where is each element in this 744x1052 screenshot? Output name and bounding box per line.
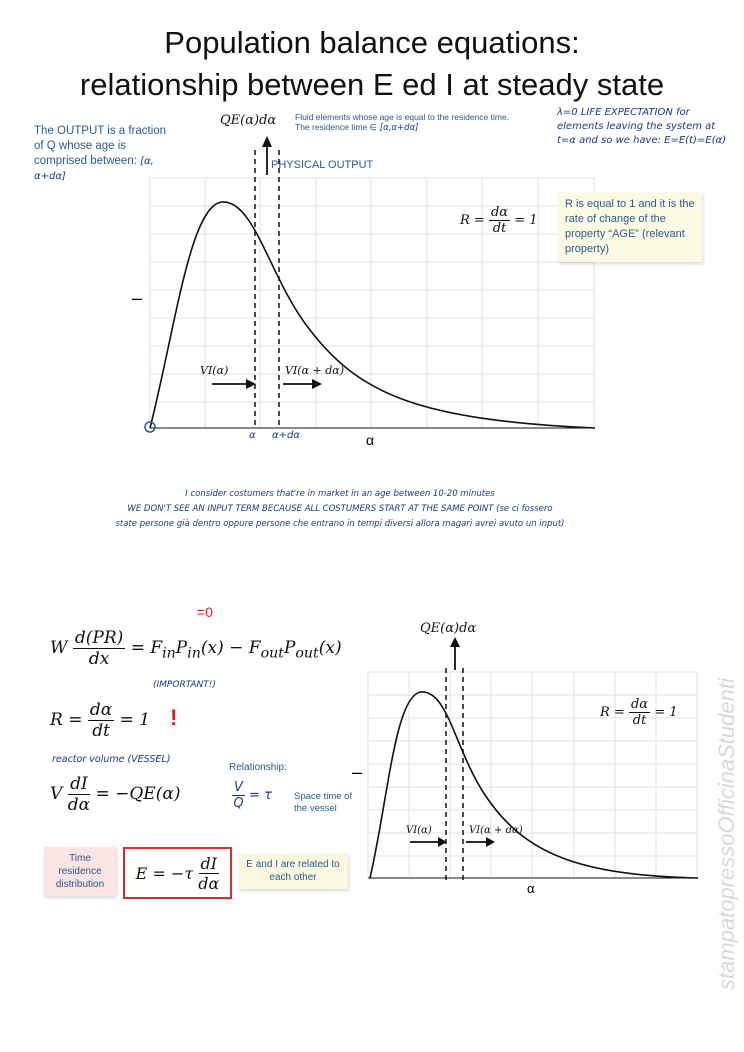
bottom-y-label: QE(α)dα: [420, 621, 477, 636]
top-y-label: QE(α)dα: [220, 113, 277, 128]
r-equation: R = $\frac{d\alpha}{dt}$ = 1: [50, 700, 151, 741]
handwritten-notes: [60, 487, 620, 532]
vi-right-arrow-head: [312, 379, 322, 389]
top-y-dash: –: [132, 288, 143, 308]
top-vi-left: VI(α): [200, 364, 229, 377]
handwritten-line-3: state persone già dentro oppure persone che entrano in tempi diversi allora magari avrei avuto un input): [115, 519, 565, 529]
bottom-vi-right: VI(α + dα): [469, 825, 523, 836]
vessel-note: reactor volume (VESSEL): [52, 754, 171, 765]
r-note: R is equal to 1 and it is the rate of change of the property “AGE” (relevant property): [558, 192, 702, 262]
handwritten-line-2: WE DON'T SEE AN INPUT TERM BECAUSE ALL COSTUMERS START AT THE SAME POINT (se ci fossero: [127, 504, 553, 514]
output-arrow-head: [262, 136, 272, 147]
bottom-vi-left: VI(α): [406, 825, 432, 836]
vi-left-arrow-head-bottom: [438, 837, 447, 847]
balance-equation: W $\frac{d(PR)}{dx}$ = $F_{in}P_{in}(x) - F_{out}P_{out}(x)$: [50, 628, 342, 669]
related-note: E and I are related to each other: [238, 853, 348, 889]
exclamation-mark: !: [170, 705, 178, 730]
relationship-label: Relationship:: [229, 762, 287, 773]
tau-equation: $\frac{V}{Q}$ = τ: [233, 780, 272, 811]
trd-note: Time residence distribution: [44, 847, 116, 896]
space-time-note: Space time of the vessel: [294, 791, 353, 814]
tick-alpha-dalpha: α+dα: [272, 430, 300, 441]
important-note: (IMPORTANT!): [153, 680, 216, 690]
watermark: stampatopressoOfficinaStudenti: [714, 678, 739, 990]
handwritten-line-1: I consider costumers that're in market in an age between 10-20 minutes: [185, 489, 495, 499]
bottom-plot: [0, 600, 744, 900]
output-note: The OUTPUT is a fraction of Q whose age is comprised between: [α, α+dα]: [34, 125, 167, 182]
top-vi-right: VI(α + dα): [285, 364, 344, 377]
bottom-r-equation: R = $\frac{d\alpha}{dt}$ = 1: [600, 697, 678, 728]
title-line-1: Population balance equations:: [164, 25, 580, 60]
bottom-y-dash: –: [352, 762, 363, 782]
tick-alpha: α: [249, 430, 256, 441]
zero-note: =0: [197, 604, 213, 620]
e-equation-box: E = −τ $\frac{dI}{d\alpha}$: [123, 847, 232, 899]
v-equation: V $\frac{dI}{d\alpha}$ = −QE(α): [50, 774, 181, 815]
life-expectancy-note: λ=0 LIFE EXPECTATION for elements leaving the system at t=α and so we have: E=E(t)=E(α): [557, 107, 726, 146]
output-arrow-head-bottom: [450, 637, 460, 647]
title-line-2: relationship between E ed I at steady state: [79, 67, 665, 102]
bottom-x-label: α: [527, 881, 535, 896]
physical-output-label: PHYSICAL OUTPUT: [271, 159, 374, 171]
fluid-note: Fluid elements whose age is equal to the residence time. The residence time ∈ [α,α+dα]: [295, 112, 510, 133]
top-r-equation: R = $\frac{d\alpha}{dt}$ = 1: [460, 205, 538, 236]
top-x-label: α: [366, 432, 375, 448]
